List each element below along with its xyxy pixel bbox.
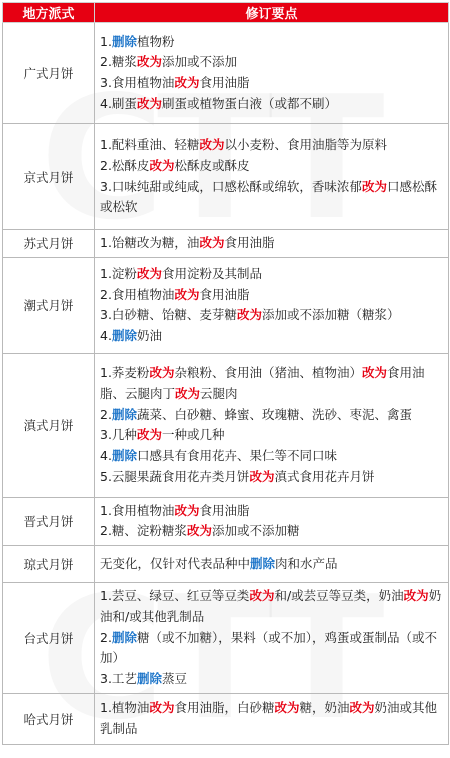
- revision-line: [100, 501, 444, 522]
- revision-points: [95, 693, 449, 744]
- revision-line: [100, 521, 444, 542]
- text-segment: 1.食用植物油: [100, 502, 175, 518]
- table-row: [3, 693, 449, 744]
- change-keyword: 改为: [174, 286, 200, 302]
- region-name: 哈式月饼: [3, 693, 95, 744]
- text-segment: 1.植物油: [100, 699, 150, 715]
- text-segment: 无变化，仅针对代表品种中: [100, 555, 251, 571]
- text-segment: 2.松酥皮: [100, 157, 150, 173]
- change-keyword: 改为: [249, 588, 275, 604]
- text-segment: 和/或芸豆等豆类，奶油: [274, 588, 404, 604]
- revision-points: [95, 546, 449, 583]
- text-segment: 食用淀粉及其制品: [161, 265, 262, 281]
- revision-line: [100, 363, 444, 404]
- region-name: 京式月饼: [3, 124, 95, 230]
- region-name: 苏式月饼: [3, 230, 95, 258]
- text-segment: 1.淀粉: [100, 265, 137, 281]
- text-segment: 植物粉: [136, 33, 175, 49]
- revision-points: [95, 23, 449, 124]
- change-keyword: 改为: [349, 699, 375, 715]
- change-keyword: 改为: [149, 157, 175, 173]
- change-keyword: 改为: [274, 699, 300, 715]
- text-segment: 肉和水产品: [275, 555, 338, 571]
- region-name: 晋式月饼: [3, 497, 95, 545]
- region-name: 滇式月饼: [3, 353, 95, 497]
- text-segment: 奶油和/或其他乳制品: [100, 588, 442, 624]
- revision-points: [95, 583, 449, 694]
- change-keyword: 改为: [174, 502, 200, 518]
- table-row: [3, 124, 449, 230]
- table-row: [3, 583, 449, 694]
- text-segment: 松酥皮或酥皮: [174, 157, 250, 173]
- text-segment: 食用油脂: [199, 286, 250, 302]
- delete-keyword: 删除: [136, 670, 162, 686]
- text-segment: 5.云腿果蔬食用花卉类月饼: [100, 468, 250, 484]
- change-keyword: 改为: [199, 137, 225, 153]
- text-segment: 云腿肉: [200, 385, 238, 401]
- text-segment: 添加或不添加糖（糖浆）: [261, 307, 400, 323]
- table-row: [3, 353, 449, 497]
- change-keyword: 改为: [136, 265, 162, 281]
- text-segment: 1.荞麦粉: [100, 365, 150, 381]
- region-name: 琼式月饼: [3, 546, 95, 583]
- revision-line: [100, 177, 444, 218]
- revision-line: [100, 285, 444, 306]
- change-keyword: 改为: [199, 235, 225, 250]
- change-keyword: 改为: [136, 95, 162, 111]
- change-keyword: 改为: [136, 427, 162, 443]
- delete-keyword: 删除: [250, 555, 276, 571]
- text-segment: 糖（或不加糖），果料（或不加），鸡蛋或蛋制品（或不加）: [100, 629, 437, 666]
- text-segment: 以小麦粉、食用油脂等为原料: [224, 137, 387, 153]
- header-region: 地方派式: [3, 3, 95, 23]
- text-segment: 4.: [100, 447, 112, 463]
- revision-line: [100, 586, 444, 627]
- text-segment: 一种或几种: [161, 427, 225, 443]
- table-row: [3, 497, 449, 545]
- revision-line: [100, 446, 444, 467]
- delete-keyword: 删除: [111, 406, 137, 422]
- text-segment: 1.芸豆、绿豆、红豆等豆类: [100, 588, 250, 604]
- revision-line: [100, 669, 444, 690]
- change-keyword: 改为: [361, 365, 387, 381]
- revision-line: [100, 326, 444, 347]
- revision-line: [100, 264, 444, 285]
- revision-line: [100, 135, 444, 156]
- text-segment: 口感具有食用花卉、果仁等不同口味: [136, 447, 337, 463]
- text-segment: 2.: [100, 406, 112, 422]
- text-segment: 食用油脂，白砂糖: [174, 699, 275, 715]
- change-keyword: 改为: [249, 468, 275, 484]
- text-segment: 2.糖、淀粉糖浆: [100, 523, 187, 539]
- text-segment: 3.白砂糖、饴糖、麦芽糖: [100, 307, 237, 323]
- text-segment: 刷蛋或植物蛋白液（或都不刷）: [161, 95, 337, 111]
- revision-line: [100, 405, 444, 426]
- region-name: 广式月饼: [3, 23, 95, 124]
- text-segment: 奶油或其他乳制品: [100, 699, 438, 736]
- revision-points: [95, 257, 449, 353]
- text-segment: 3.几种: [100, 427, 137, 443]
- region-name: 台式月饼: [3, 583, 95, 694]
- text-segment: 添加或不添加: [161, 54, 237, 70]
- change-keyword: 改为: [186, 523, 212, 539]
- text-segment: 4.: [100, 327, 112, 343]
- text-segment: 2.糖浆: [100, 54, 137, 70]
- table-row: [3, 546, 449, 583]
- revision-line: [100, 52, 444, 73]
- revision-line: [100, 467, 444, 488]
- header-row: [3, 3, 449, 23]
- text-segment: 蔬菜、白砂糖、蜂蜜、玫瑰糖、洗砂、枣泥、禽蛋: [136, 406, 412, 422]
- text-segment: 1.配料重油、轻糖: [100, 137, 200, 153]
- text-segment: 糖，奶油: [299, 699, 350, 715]
- text-segment: 口感松酥或松软: [100, 178, 437, 215]
- change-keyword: 改为: [149, 699, 175, 715]
- revision-points: [95, 497, 449, 545]
- revision-line: [100, 628, 444, 669]
- text-segment: 1.: [100, 33, 112, 49]
- text-segment: 奶油: [136, 327, 162, 343]
- revision-line: [100, 698, 444, 739]
- table-row: [3, 23, 449, 124]
- change-keyword: 改为: [175, 385, 201, 401]
- text-segment: 杂粮粉、食用油（猪油、植物油）: [174, 365, 362, 381]
- region-name: 潮式月饼: [3, 257, 95, 353]
- text-segment: 3.食用植物油: [100, 75, 175, 90]
- revision-points: [95, 230, 449, 258]
- text-segment: 食用油脂: [199, 75, 250, 90]
- table-row: [3, 257, 449, 353]
- change-keyword: 改为: [149, 365, 175, 381]
- revision-line: [100, 233, 444, 254]
- change-keyword: 改为: [174, 75, 200, 90]
- delete-keyword: 删除: [111, 447, 137, 463]
- revision-line: [100, 425, 444, 446]
- revision-line: [100, 554, 444, 575]
- text-segment: 滇式食用花卉月饼: [274, 468, 375, 484]
- change-keyword: 改为: [403, 588, 429, 604]
- revision-line: [100, 94, 444, 115]
- text-segment: 蒸豆: [161, 670, 187, 686]
- change-keyword: 改为: [236, 307, 262, 323]
- revision-points: [95, 353, 449, 497]
- text-segment: 食用油脂: [224, 235, 275, 250]
- text-segment: 食用油脂: [199, 502, 250, 518]
- revision-line: [100, 305, 444, 326]
- change-keyword: 改为: [136, 54, 162, 70]
- revision-table: [2, 2, 449, 745]
- text-segment: 3.口味纯甜或纯咸，口感松酥或绵软，香味浓郁: [100, 178, 362, 194]
- text-segment: 2.食用植物油: [100, 286, 175, 302]
- delete-keyword: 删除: [111, 327, 137, 343]
- text-segment: 添加或不添加糖: [211, 523, 300, 539]
- revision-line: [100, 156, 444, 177]
- revision-line: [100, 32, 444, 53]
- revision-points: [95, 124, 449, 230]
- revision-line: [100, 73, 444, 94]
- delete-keyword: 删除: [111, 629, 137, 645]
- text-segment: 食用油脂、云腿肉丁: [100, 365, 425, 401]
- text-segment: 1.饴糖改为糖，油: [100, 235, 200, 250]
- text-segment: 3.工艺: [100, 670, 137, 686]
- table-row: [3, 230, 449, 258]
- change-keyword: 改为: [361, 178, 387, 194]
- header-points: 修订要点: [95, 3, 449, 23]
- delete-keyword: 删除: [111, 33, 137, 49]
- text-segment: 2.: [100, 629, 112, 645]
- text-segment: 4.刷蛋: [100, 95, 137, 111]
